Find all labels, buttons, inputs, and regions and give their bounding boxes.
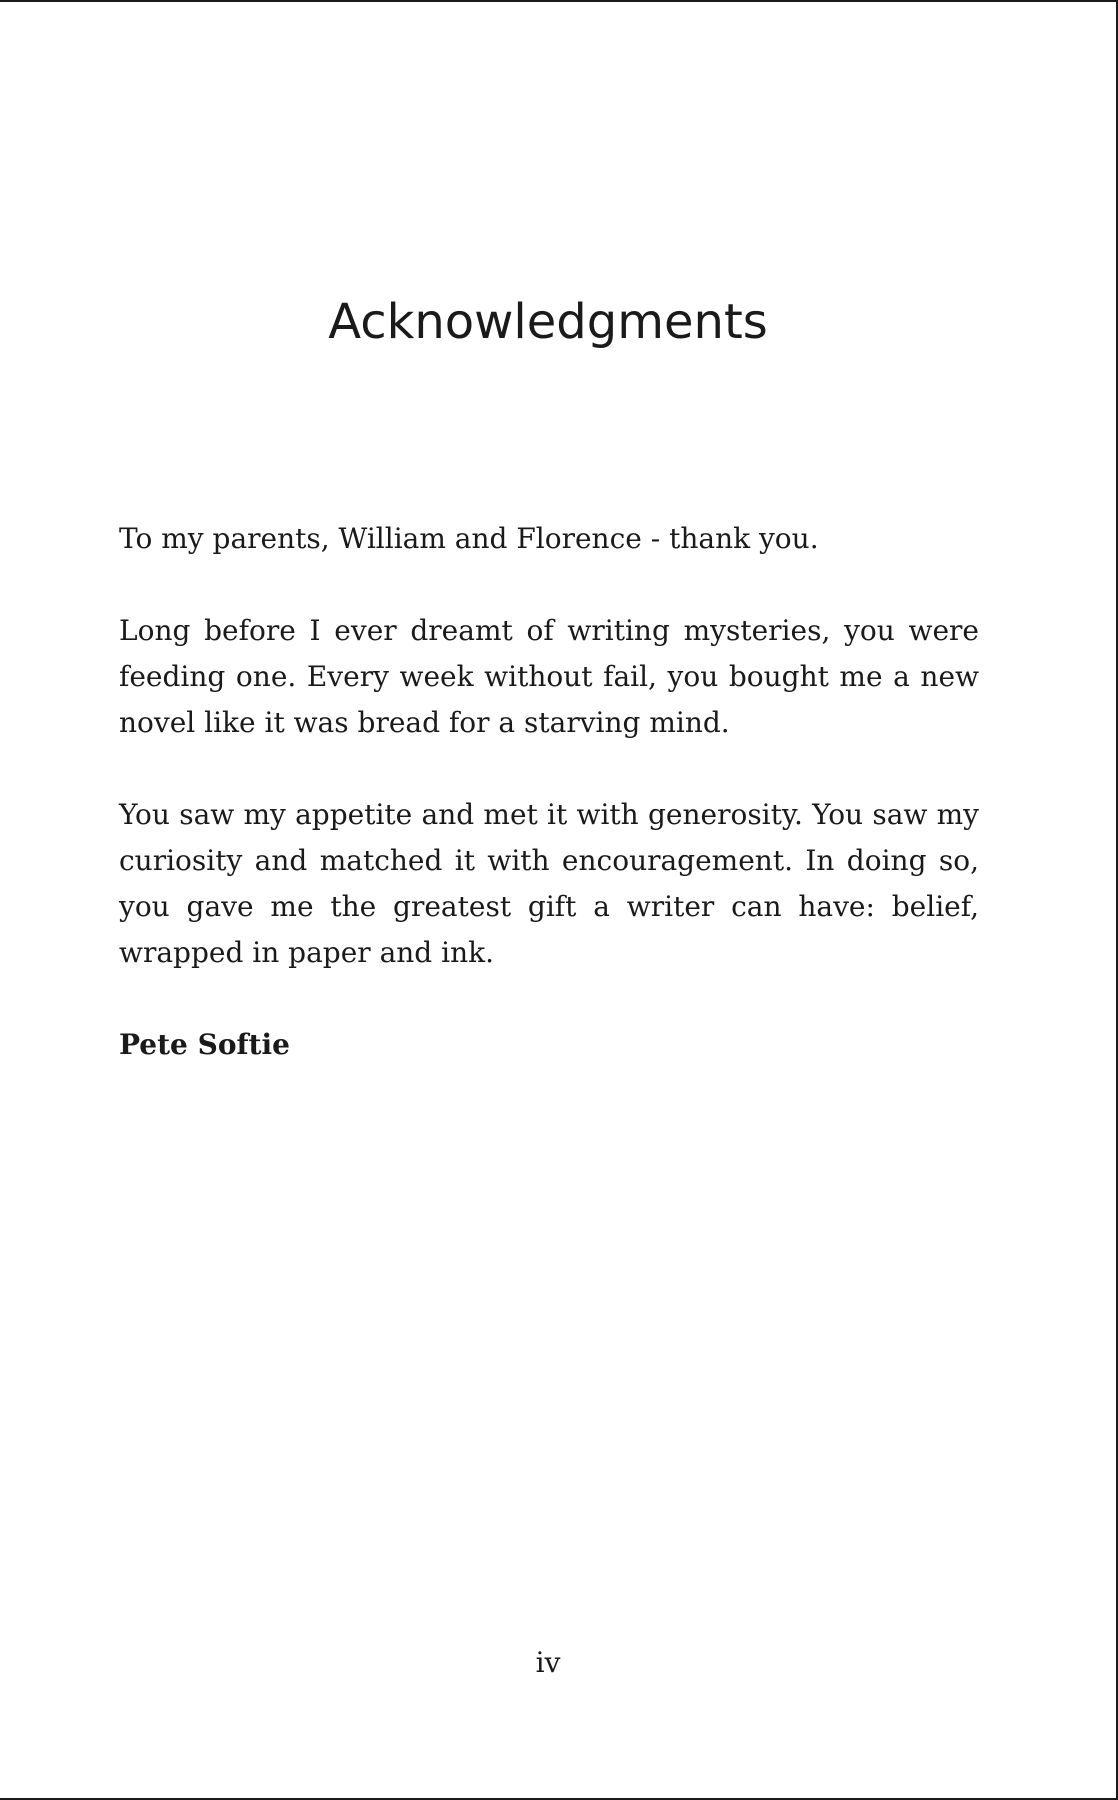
paragraph-generosity: You saw my appetite and met it with generosity. You saw my curiosity and matched it with encouragement. In doing so, you gave me the greatest gift a writer can have: belief, wrapped in paper and ink. (119, 798, 979, 969)
page-number: iv (535, 1646, 561, 1679)
paragraph-feeding-mysteries: Long before I ever dreamt of writing mysteries, you were feeding one. Every week without fail, you bought me a new novel like it was bread for a starving mind. (119, 614, 979, 739)
acknowledgments-body (119, 516, 979, 1114)
author-signature: Pete Softie (119, 1028, 290, 1061)
paragraph-dedication: To my parents, William and Florence - thank you. (119, 522, 819, 555)
page-title: Acknowledgments (328, 294, 768, 350)
